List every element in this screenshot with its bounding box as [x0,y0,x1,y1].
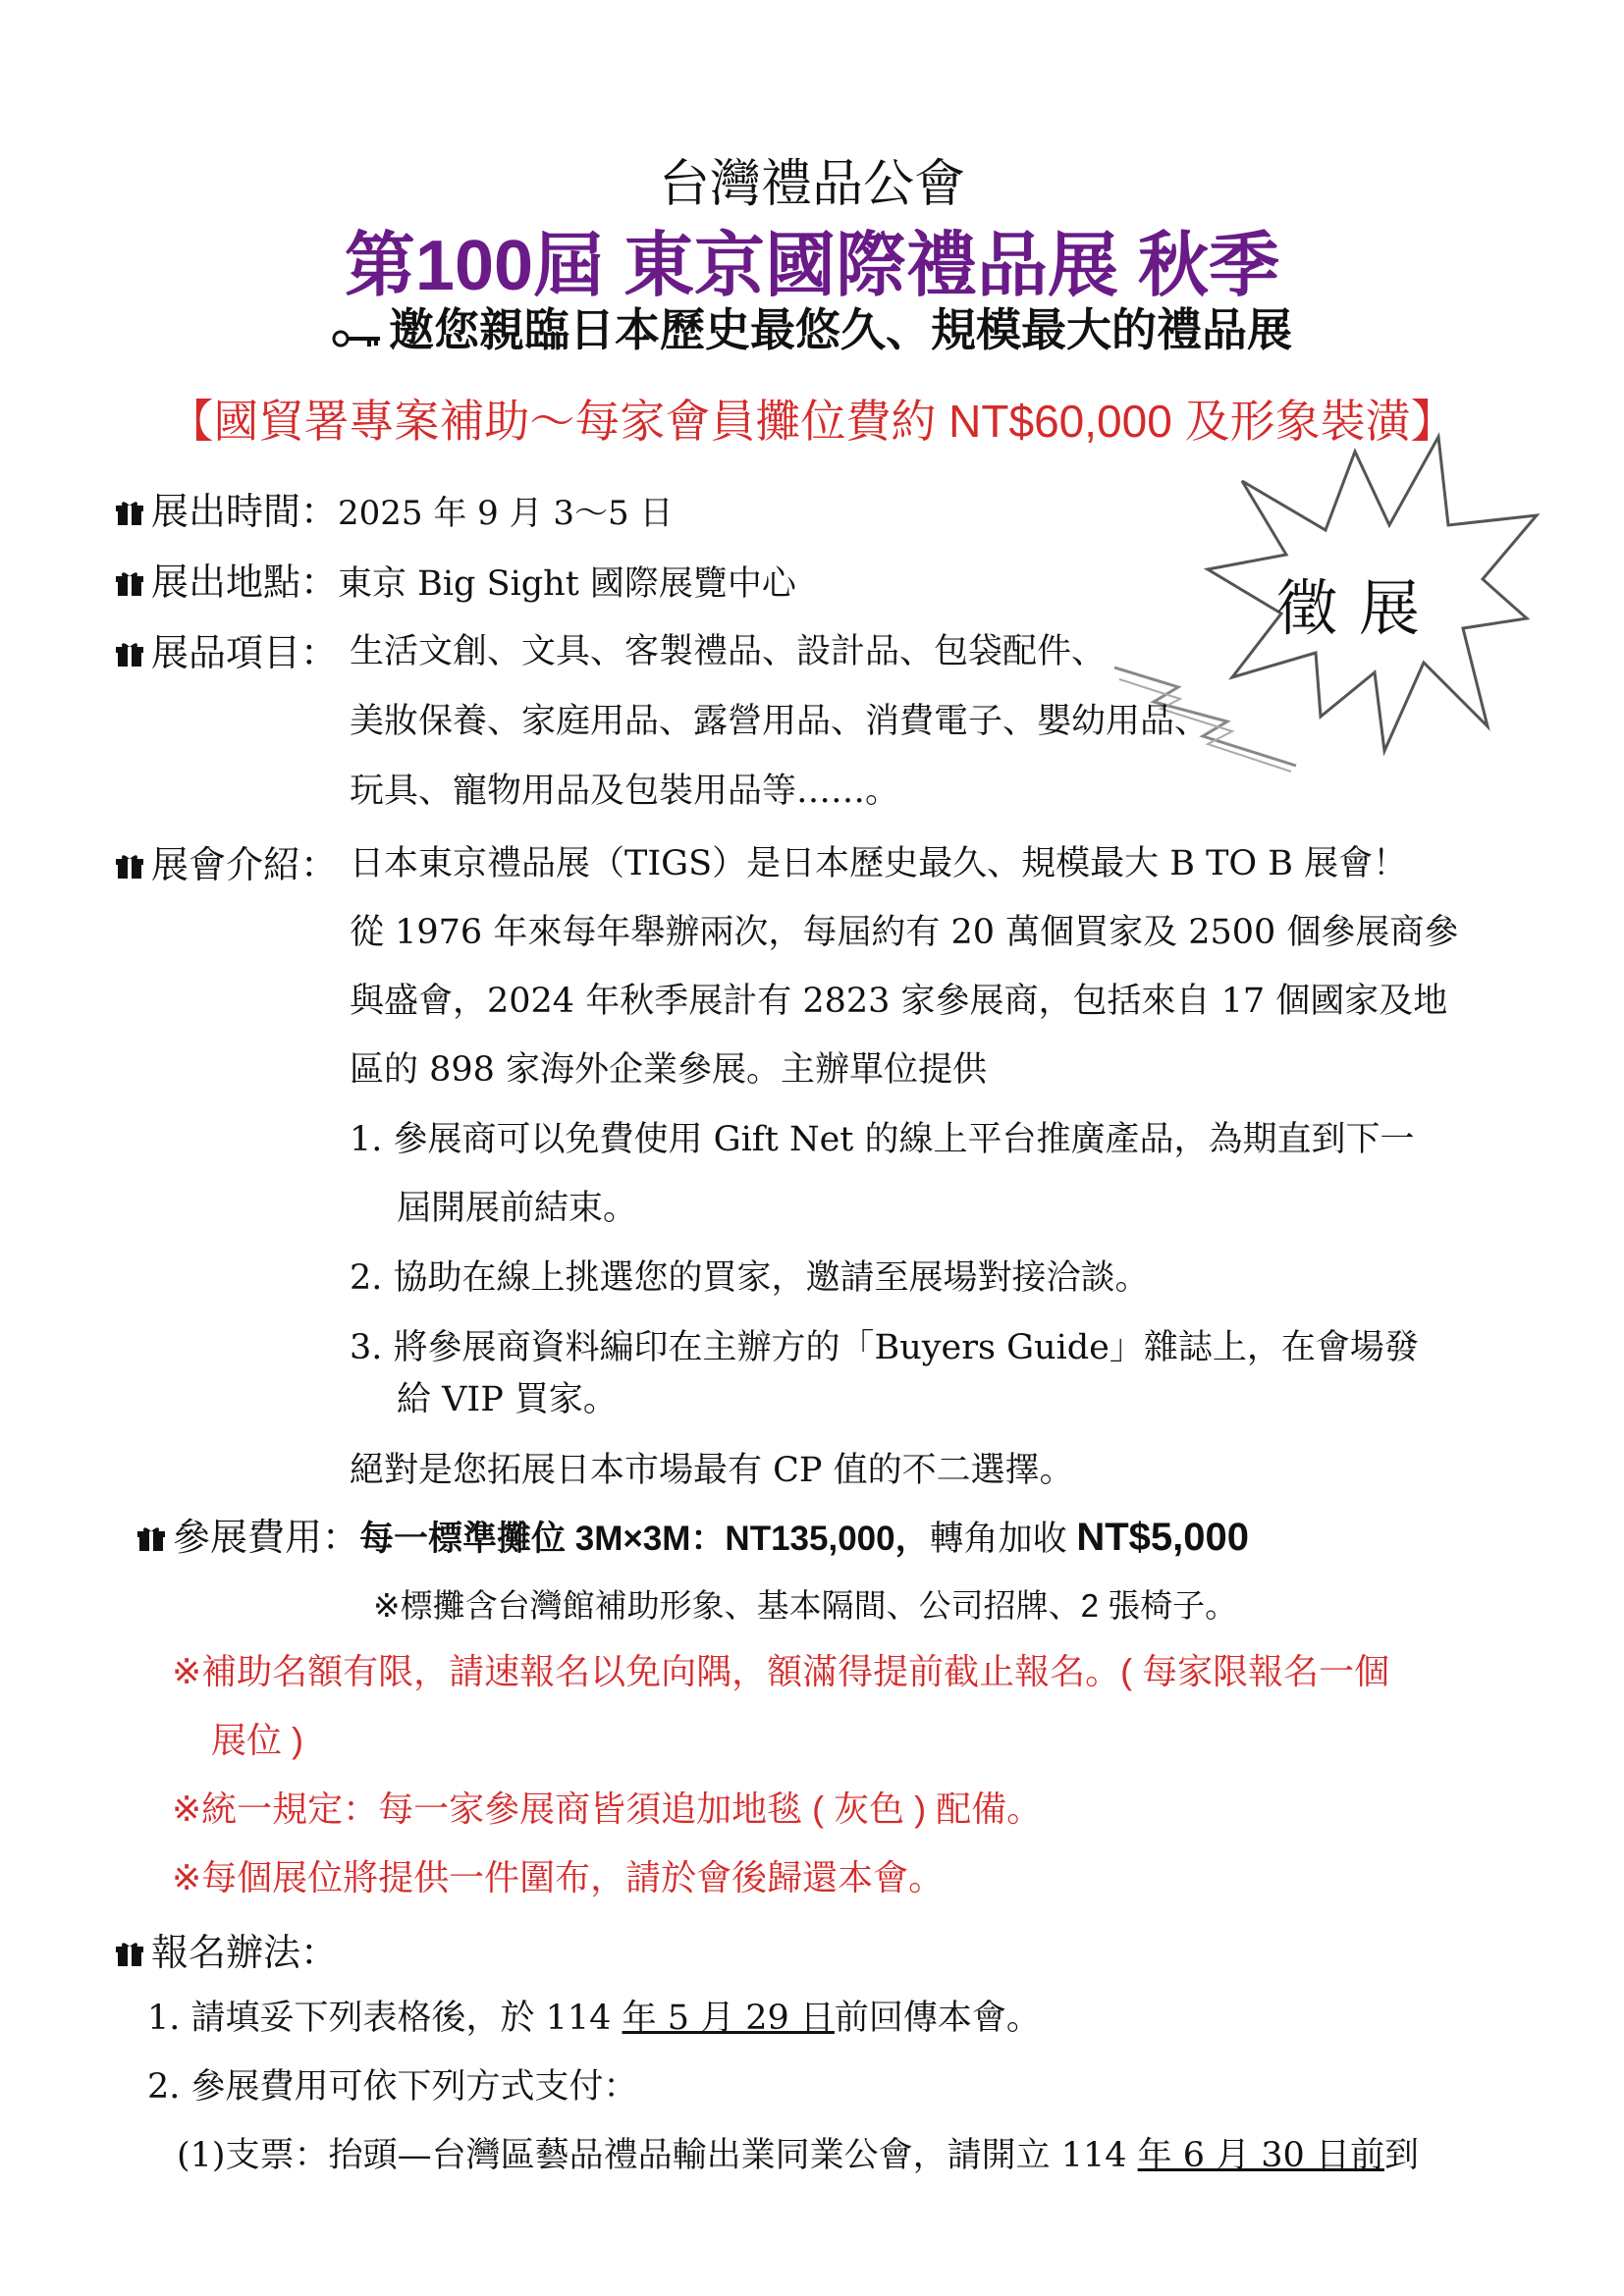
subtitle [0,294,1624,360]
benefit-3-line-1: 3. 將參展商資料編印在主辦方的「Buyers Guide」雜誌上，在會場發 [350,1328,1419,1367]
step3-pre: (1)支票：抬頭—台灣區藝品禮品輸出業同業公會，請開立 114 [177,2136,1138,2175]
register-row [116,1922,338,1976]
gift-icon [116,854,143,880]
intro-label: 展會介紹： [151,845,339,886]
org-name: 台灣禮品公會 [658,156,965,213]
fee-standard: 每一標準攤位 3M×3M：NT135,000， [359,1520,930,1558]
fee-corner-value: NT$5,000 [1076,1516,1249,1559]
subtitle-text: 邀您親臨日本歷史最悠久、規模最大的禮品展 [389,304,1292,355]
gift-icon [116,571,143,597]
warning-2: ※統一規定：每一家參展商皆須追加地毯 ( 灰色 ) 配備。 [172,1789,1043,1829]
time-value: 2025 年 9 月 3～5 日 [338,494,674,533]
time-label: 展出時間： [151,492,339,533]
step1-pre: 1. 請填妥下列表格後，於 114 [147,1999,623,2038]
recruit-badge-text: 徵展 [1276,575,1442,643]
step3-post: 到 [1383,2136,1419,2175]
intro-line-2: 從 1976 年來每年舉辦兩次，每屆約有 20 萬個買家及 2500 個參展商參 [350,913,1459,952]
step3-deadline: 年 6 月 30 日前 [1137,2136,1384,2175]
warning-1-line-2: 展位 ) [211,1720,303,1760]
intro-line-3: 與盛會，2024 年秋季展計有 2823 家參展商，包括來自 17 個國家及地 [350,982,1448,1021]
time-row [116,481,673,535]
warning-1-line-1: ※補助名額有限，請速報名以免向隅，額滿得提前截止報名。( 每家限報名一個 [172,1651,1390,1691]
items-label: 展品項目： [151,633,339,674]
items-line-1: 生活文創、文具、客製禮品、設計品、包袋配件、 [350,632,1107,671]
items-line-2: 美妝保養、家庭用品、露營用品、消費電子、嬰幼用品、 [350,702,1210,741]
benefit-1-line-1: 1. 參展商可以免費使用 Gift Net 的線上平台推廣產品，為期直到下一 [350,1120,1415,1159]
fee-note: ※標攤含台灣館補助形象、基本隔間、公司招牌、2 張椅子。 [373,1587,1238,1624]
benefit-2: 2. 協助在線上挑選您的買家，邀請至展場對接洽談。 [350,1258,1150,1298]
items-line-3: 玩具、寵物用品及包裝用品等……。 [350,772,900,811]
fee-label: 參展費用： [173,1518,360,1559]
step1-deadline: 年 5 月 29 日 [622,1999,835,2038]
benefit-1-line-2: 屆開展前結束。 [397,1189,638,1228]
fee-row [137,1507,1249,1561]
exhibition-title: 第100屆 東京國際禮品展 秋季 [344,227,1280,305]
place-label: 展出地點： [151,562,339,604]
fee-corner-label: 轉角加收 [929,1520,1077,1558]
warning-3: ※每個展位將提供一件圍布，請於會後歸還本會。 [172,1857,945,1897]
subsidy-banner: 【國貿署專案補助～每家會員攤位費約 NT$60,000 及形象裝潢】 [168,396,1456,447]
key-icon [332,307,383,360]
benefit-3-line-2: 給 VIP 買家。 [397,1380,618,1419]
intro-row [116,834,338,888]
place-row [116,552,796,606]
intro-line-4: 區的 898 家海外企業參展。主辦單位提供 [350,1050,988,1090]
gift-icon [116,501,143,526]
gift-icon [116,642,143,667]
closing-text: 絕對是您拓展日本市場最有 CP 值的不二選擇。 [350,1451,1074,1490]
register-step-2: 2. 參展費用可依下列方式支付： [147,2067,638,2107]
register-label: 報名辦法： [151,1933,339,1974]
step1-post: 前回傳本會。 [834,1999,1041,2038]
register-step-3 [177,2128,1419,2177]
register-step-1 [147,1991,1041,2040]
gift-icon [137,1526,165,1552]
items-row [116,622,338,676]
gift-icon [116,1942,143,1967]
place-value: 東京 Big Sight 國際展覽中心 [338,564,796,604]
intro-line-1: 日本東京禮品展（TIGS）是日本歷史最久、規模最大 B TO B 展會！ [350,844,1408,883]
